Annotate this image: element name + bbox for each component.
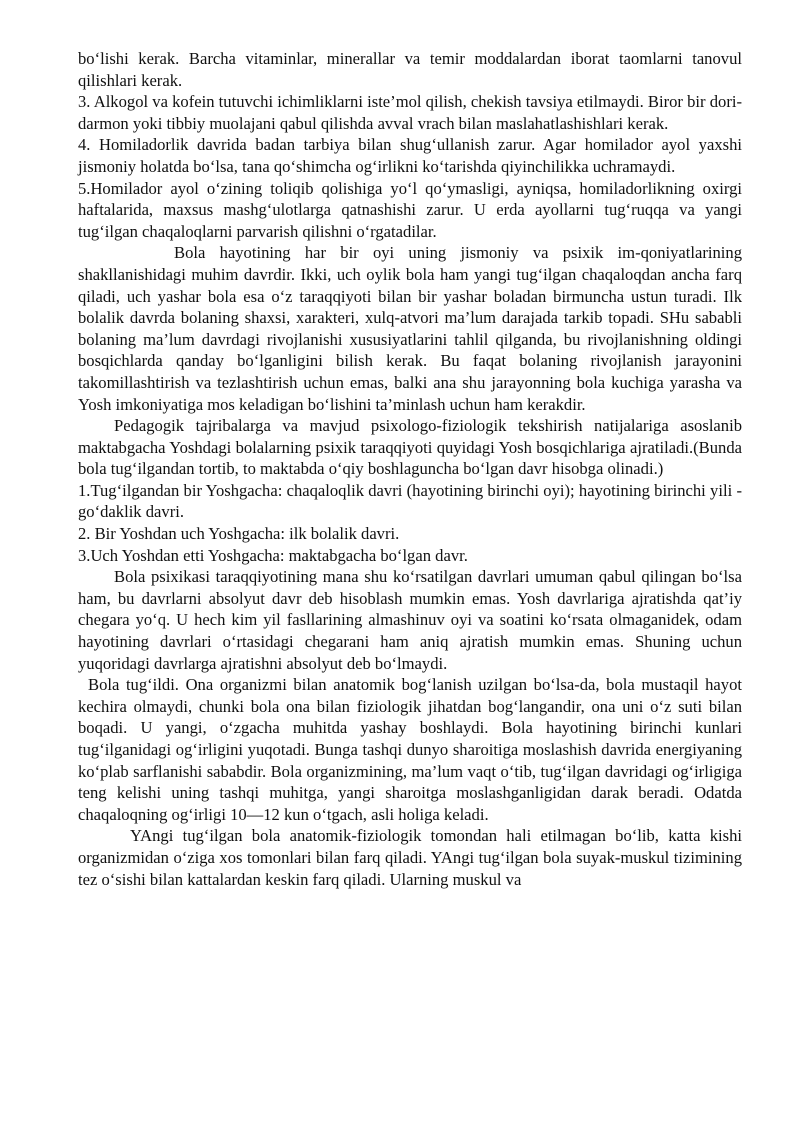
stage-item-3: 3.Uch Yoshdan etti Yoshgacha: maktabgacha bo‘lgan davr.: [78, 545, 468, 565]
document-page: [78, 48, 742, 890]
stage-item-2: 2. Bir Yoshdan uch Yoshgacha: ilk bolalik davri.: [78, 524, 400, 544]
paragraph-nutrition-cont: bo‘lishi kerak. Barcha vitaminlar, minerallar va temir moddalardan iborat taomlarni tanovul qilishlari kerak.: [78, 49, 742, 90]
list-item-3-alcohol: 3. Alkogol va kofein tutuvchi ichimliklarni iste’mol qilish, chekish tavsiya etilmaydi. Biror bir dori-darmon yoki tibbiy muolajani qabul qilishda avval vrach bilan maslahatlashishlari kerak.: [78, 92, 742, 133]
list-item-5-rest: 5.Homilador ayol o‘zining toliqib qolishiga yo‘l qo‘ymasligi, ayniqsa, homiladorlikning oxirgi haftalarida, maxsus mashg‘ulotlarga qatnashishi zarur. U erda ayollarni tug‘ruqqa va yangi tug‘ilgan chaqaloqlarni parvarish qilishni o‘rgatadilar.: [78, 178, 742, 241]
paragraph-periods-not-absolute: Bola psixikasi taraqqiyotining mana shu ko‘rsatilgan davrlari umuman qabul qilingan bo‘lsa ham, bu davrlarni absolyut davr deb hisoblash mumkin emas. Yosh davrlariga ajratishda qat’iy chegara yo‘q. U hech kim yil fasllarining almashinuv oyi va soatini ko‘rsata olmaganidek, odam hayotining davrlari o‘rtasidagi chegarani ham aniq ajratish mumkin emas. Shuning uchun yuqoridagi davrlarga ajratishni absolyut deb bo‘lmaydi.: [78, 567, 742, 673]
paragraph-newborn-anatomy: YAngi tug‘ilgan bola anatomik-fiziologik tomondan hali etilmagan bo‘lib, katta kishi organizmidan o‘ziga xos tomonlari bilan farq qiladi. YAngi tug‘ilgan bola suyak-muskul tizimining tez o‘sishi bilan kattalardan keskin farq qiladi. Ularning muskul va: [78, 826, 742, 889]
list-item-4-exercise: 4. Homiladorlik davrida badan tarbiya bilan shug‘ullanish zarur. Agar homilador ayol yaxshi jismoniy holatda bo‘lsa, tana qo‘shimcha og‘irlikni ko‘tarishda qiyinchilikka uchramaydi.: [78, 135, 742, 176]
stage-item-1: 1.Tug‘ilgandan bir Yoshgacha: chaqaloqlik davri (hayotining birinchi oyi); hayotining birinchi yili - go‘daklik davri.: [78, 480, 742, 522]
paragraph-newborn: Bola tug‘ildi. Ona organizmi bilan anatomik bog‘lanish uzilgan bo‘lsa-da, bola mustaqil hayot kechira olmaydi, chunki bola ona bilan fiziologik jihatdan bog‘langandir, ona uni o‘z suti bilan boqadi. U yangi, o‘zgacha muhitda yashay boshlaydi. Bola hayotining birinchi kunlari tug‘ilganidagi og‘irligini yuqotadi. Bunga tashqi dunyo sharoitiga moslashish davrida energiyaning ko‘plab sarflanishi sababdir. Bola organizmining, ma’lum vaqt o‘tib, tug‘ilgan davridagi og‘irligiga teng kelishi uning tashqi muhitga, yangi sharoitga moslashganligidan darak beradi. Odatda chaqaloqning og‘irligi 10—12 kun o‘tgach, asli holiga keladi.: [78, 675, 742, 824]
paragraph-child-development: Bola hayotining har bir oyi uning jismoniy va psixik im-qoniyatlarining shakllanishidagi muhim davrdir. Ikki, uch oylik bola ham yangi tug‘ilgan chaqaloqdan ancha farq qiladi, uch yashar bola esa o‘z taraqqiyoti bilan bir yashar boladan birmuncha ustun turadi. Ilk bolalik davrda bolaning shaxsi, xarakteri, xulq-atvori ma’lum darajada tarkib topadi. SHu sababli bolaning ma’lum davrdagi rivojlanishi xususiyatlarini tahlil qilganda, bu rivojlanishning oldingi bosqichlarda qanday bo‘lganligini bilish kerak. Bu faqat bolaning rivojlanish jarayonini takomillashtirish va tezlashtirish uchun emas, balki ana shu jarayonning bola kuchiga yarasha va Yosh imkoniyatiga mos keladigan bo‘lishini ta’minlash uchun ham kerakdir.: [78, 243, 742, 414]
paragraph-age-stages-intro: Pedagogik tajribalarga va mavjud psixologo-fiziologik tekshirish natijalariga asoslanib maktabgacha Yoshdagi bolalarning psixik taraqqiyoti quyidagi Yosh bosqichlariga ajratiladi.(Bunda bola tug‘ilgandan tortib, to maktabda o‘qiy boshlaguncha bo‘lgan davr hisobga olinadi.): [78, 416, 742, 479]
